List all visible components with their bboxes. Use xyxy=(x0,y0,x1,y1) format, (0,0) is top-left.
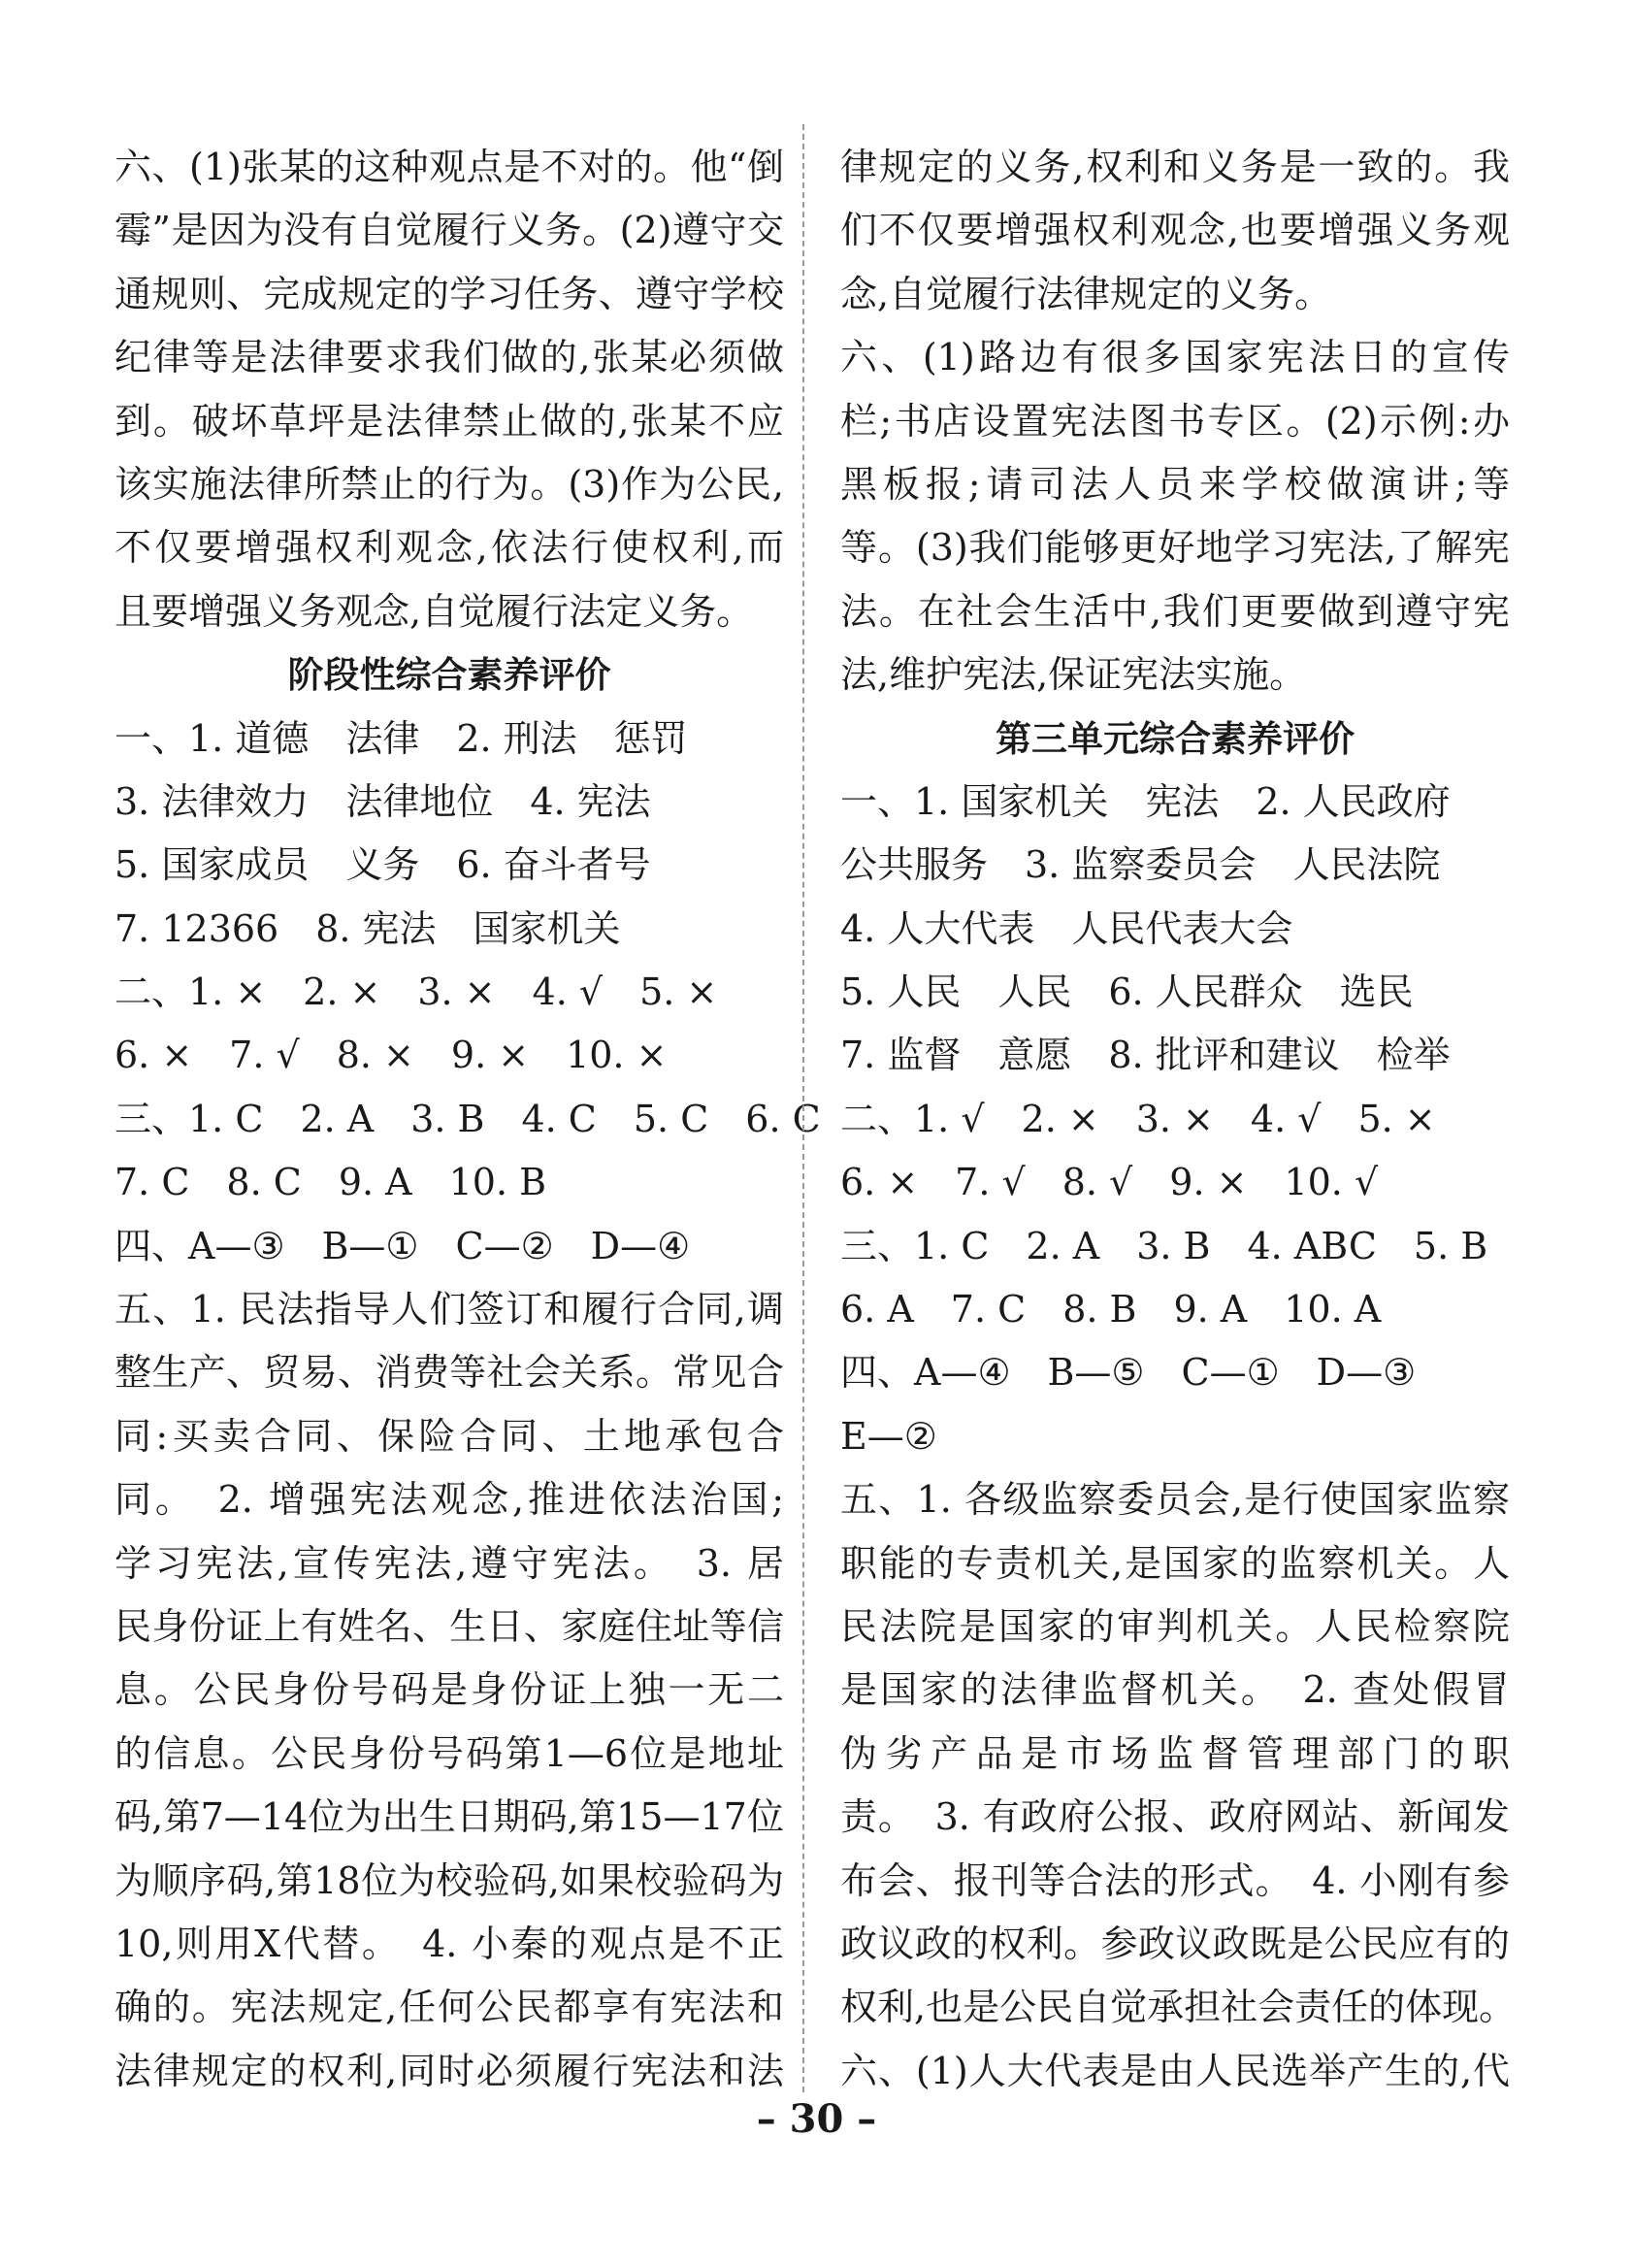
text-line: 确的。宪法规定,任何公民都享有宪法和 xyxy=(114,1986,784,2029)
text-line: 民身份证上有姓名、生日、家庭住址等信 xyxy=(114,1604,784,1648)
answer-line: 三、1. C 2. A 3. B 4. ABC 5. B xyxy=(840,1224,1488,1267)
text-line: 五、1. 各级监察委员会,是行使国家监察 xyxy=(840,1478,1510,1522)
answer-line: 7. 监督 意愿 8. 批评和建议 检举 xyxy=(840,1034,1451,1077)
answer-line: 公共服务 3. 监察委员会 人民法院 xyxy=(840,843,1441,887)
text-line: 同。 2. 增强宪法观念,推进依法治国; xyxy=(114,1478,784,1522)
text-line: 霉”是因为没有自觉履行义务。(2)遵守交 xyxy=(114,209,784,252)
answer-line: 四、A—④ B—⑤ C—① D—③ xyxy=(840,1351,1417,1395)
text-line: 职能的专责机关,是国家的监察机关。人 xyxy=(840,1541,1510,1585)
text-line: 法。在社会生活中,我们更要做到遵守宪 xyxy=(840,589,1510,633)
left-column xyxy=(114,136,821,2103)
answer-line: 一、1. 道德 法律 2. 刑法 惩罚 xyxy=(114,716,688,760)
text-line: 纪律等是法律要求我们做的,张某必须做 xyxy=(114,336,784,379)
text-line: 为顺序码,第18位为校验码,如果校验码为 xyxy=(114,1858,784,1902)
text-line: 五、1. 民法指导人们签订和履行合同,调 xyxy=(114,1288,784,1331)
column-divider xyxy=(802,124,805,2092)
answer-line: 四、A—③ B—① C—② D—④ xyxy=(114,1224,691,1267)
text-line: 是国家的法律监督机关。 2. 查处假冒 xyxy=(840,1668,1510,1712)
answer-line: 7. 12366 8. 宪法 国家机关 xyxy=(114,906,621,950)
text-line: 责。 3. 有政府公报、政府网站、新闻发 xyxy=(840,1795,1510,1839)
text-line: 权利,也是公民自觉承担社会责任的体现。 xyxy=(840,1986,1517,2029)
text-line: 息。公民身份号码是身份证上独一无二 xyxy=(114,1668,784,1712)
text-line: 六、(1)张某的这种观点是不对的。他“倒 xyxy=(114,146,784,188)
answer-line: 3. 法律效力 法律地位 4. 宪法 xyxy=(114,779,651,823)
section-heading: 第三单元综合素养评价 xyxy=(996,717,1355,760)
text-line: 法律规定的权利,同时必须履行宪法和法 xyxy=(114,2049,784,2092)
text-line: 整生产、贸易、消费等社会关系。常见合 xyxy=(114,1351,784,1395)
text-line: 政议政的权利。参政议政既是公民应有的 xyxy=(840,1922,1510,1965)
text-line: 念,自觉履行法律规定的义务。 xyxy=(840,272,1332,315)
answer-line: 一、1. 国家机关 宪法 2. 人民政府 xyxy=(840,779,1451,823)
text-line: 们不仅要增强权利观念,也要增强义务观 xyxy=(840,209,1510,252)
text-line: 六、(1)人大代表是由人民选举产生的,代 xyxy=(840,2049,1510,2092)
text-line: 码,第7—14位为出生日期码,第15—17位 xyxy=(114,1795,784,1839)
page-number: – 30 – xyxy=(756,2096,877,2142)
text-line: 10,则用X代替。 4. 小秦的观点是不正 xyxy=(114,1922,784,1965)
answer-line: 二、1. √ 2. × 3. × 4. √ 5. × xyxy=(840,1097,1436,1140)
text-line: 黑板报;请司法人员来学校做演讲;等 xyxy=(840,462,1510,506)
text-line: 伪劣产品是市场监督管理部门的职 xyxy=(840,1731,1510,1775)
answer-line: 7. C 8. C 9. A 10. B xyxy=(114,1161,547,1204)
text-line: 等。(3)我们能够更好地学习宪法,了解宪 xyxy=(840,526,1510,570)
text-line: 且要增强义务观念,自觉履行法定义务。 xyxy=(114,589,754,633)
answer-line: 4. 人大代表 人民代表大会 xyxy=(840,906,1293,950)
text-line: 法,维护宪法,保证宪法实施。 xyxy=(840,653,1307,697)
text-line: 民法院是国家的审判机关。人民检察院 xyxy=(840,1604,1510,1648)
answer-line: 6. A 7. C 8. B 9. A 10. A xyxy=(840,1288,1382,1331)
answer-line: 6. × 7. √ 8. √ 9. × 10. √ xyxy=(840,1161,1379,1204)
text-line: 律规定的义务,权利和义务是一致的。我 xyxy=(840,146,1510,188)
answer-line: 5. 人民 人民 6. 人民群众 选民 xyxy=(840,970,1414,1014)
answer-line: E—② xyxy=(840,1414,937,1458)
text-line: 六、(1)路边有很多国家宪法日的宣传 xyxy=(840,336,1510,379)
text-line: 学习宪法,宣传宪法,遵守宪法。 3. 居 xyxy=(114,1541,784,1585)
text-line: 到。破坏草坪是法律禁止做的,张某不应 xyxy=(114,399,784,443)
text-line: 同:买卖合同、保险合同、土地承包合 xyxy=(114,1414,784,1458)
answer-line: 5. 国家成员 义务 6. 奋斗者号 xyxy=(114,843,651,887)
text-line: 不仅要增强权利观念,依法行使权利,而 xyxy=(114,526,784,570)
answer-line: 三、1. C 2. A 3. B 4. C 5. C 6. C xyxy=(114,1097,821,1140)
text-line: 的信息。公民身份号码第1—6位是地址 xyxy=(114,1731,784,1775)
right-column xyxy=(840,136,1517,2103)
answer-line: 二、1. × 2. × 3. × 4. √ 5. × xyxy=(114,970,718,1014)
text-line: 该实施法律所禁止的行为。(3)作为公民, xyxy=(114,462,784,506)
text-line: 栏;书店设置宪法图书专区。(2)示例:办 xyxy=(840,399,1510,443)
text-line: 布会、报刊等合法的形式。 4. 小刚有参 xyxy=(840,1858,1510,1902)
section-heading: 阶段性综合素养评价 xyxy=(287,654,611,697)
answer-line: 6. × 7. √ 8. × 9. × 10. × xyxy=(114,1034,668,1077)
text-line: 通规则、完成规定的学习任务、遵守学校 xyxy=(114,272,784,315)
